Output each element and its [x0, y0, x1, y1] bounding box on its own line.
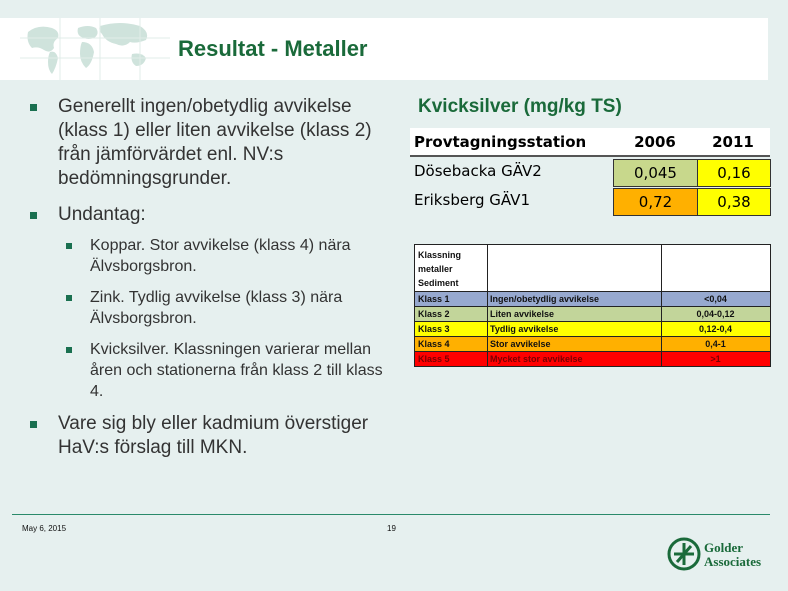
value-2006: 0,045	[613, 159, 698, 187]
page-number: 19	[387, 524, 396, 533]
sub-bullet-item: Koppar. Stor avvikelse (klass 4) nära Älvsborgsbron.	[26, 235, 396, 277]
bullet-square-icon	[30, 212, 37, 219]
table-row: Klass 5 Mycket stor avvikelse >1	[415, 352, 770, 366]
bullet-square-icon	[66, 243, 72, 249]
sub-bullet-item: Kvicksilver. Klassningen varierar mellan åren och stationerna från klass 2 till klass 4.	[26, 339, 396, 402]
table-row	[410, 186, 770, 215]
value-2011: 0,38	[697, 188, 771, 216]
slide-title: Resultat - Metaller	[178, 36, 368, 61]
bullet-list	[26, 95, 396, 472]
mercury-table-title: Kvicksilver (mg/kg TS)	[418, 96, 622, 117]
classification-header	[415, 245, 770, 292]
table-row: Klass 1 Ingen/obetydlig avvikelse <0,04	[415, 292, 770, 307]
column-divider	[661, 245, 662, 366]
value-2011: 0,16	[697, 159, 771, 187]
header-2006: 2006	[634, 133, 676, 151]
classification-header-label: Klassning metaller Sediment	[418, 250, 462, 288]
world-map-decoration	[20, 18, 170, 80]
bullet-square-icon	[66, 295, 72, 301]
mercury-table	[410, 128, 770, 215]
bullet-square-icon	[66, 347, 72, 353]
table-row: Klass 4 Stor avvikelse 0,4-1	[415, 337, 770, 352]
table-row	[410, 157, 770, 186]
footer-divider	[12, 514, 770, 515]
column-divider	[487, 245, 488, 366]
header-station: Provtagningsstation	[414, 133, 587, 151]
sub-bullet-item: Zink. Tydlig avvikelse (klass 3) nära Älvsborgsbron.	[26, 287, 396, 329]
classification-table	[414, 244, 771, 367]
bullet-square-icon	[30, 421, 37, 428]
station-name: Dösebacka GÄV2	[414, 162, 542, 180]
header-2011: 2011	[712, 133, 754, 151]
bullet-square-icon	[30, 104, 37, 111]
value-2006: 0,72	[613, 188, 698, 216]
footer-date: May 6, 2015	[22, 524, 67, 533]
bullet-item: Vare sig bly eller kadmium överstiger HaV:s förslag till MKN.	[26, 412, 396, 460]
table-row: Klass 3 Tydlig avvikelse 0,12-0,4	[415, 322, 770, 337]
table-row: Klass 2 Liten avvikelse 0,04-0,12	[415, 307, 770, 322]
mercury-table-header	[410, 128, 770, 157]
station-name: Eriksberg GÄV1	[414, 191, 530, 209]
golder-logo-text: Golder Associates	[704, 540, 762, 569]
bullet-item: Generellt ingen/obetydlig avvikelse (klass 1) eller liten avvikelse (klass 2) från jämförvärdet enl. NV:s bedömningsgrunder.	[26, 95, 396, 191]
bullet-item: Undantag:	[26, 203, 396, 227]
